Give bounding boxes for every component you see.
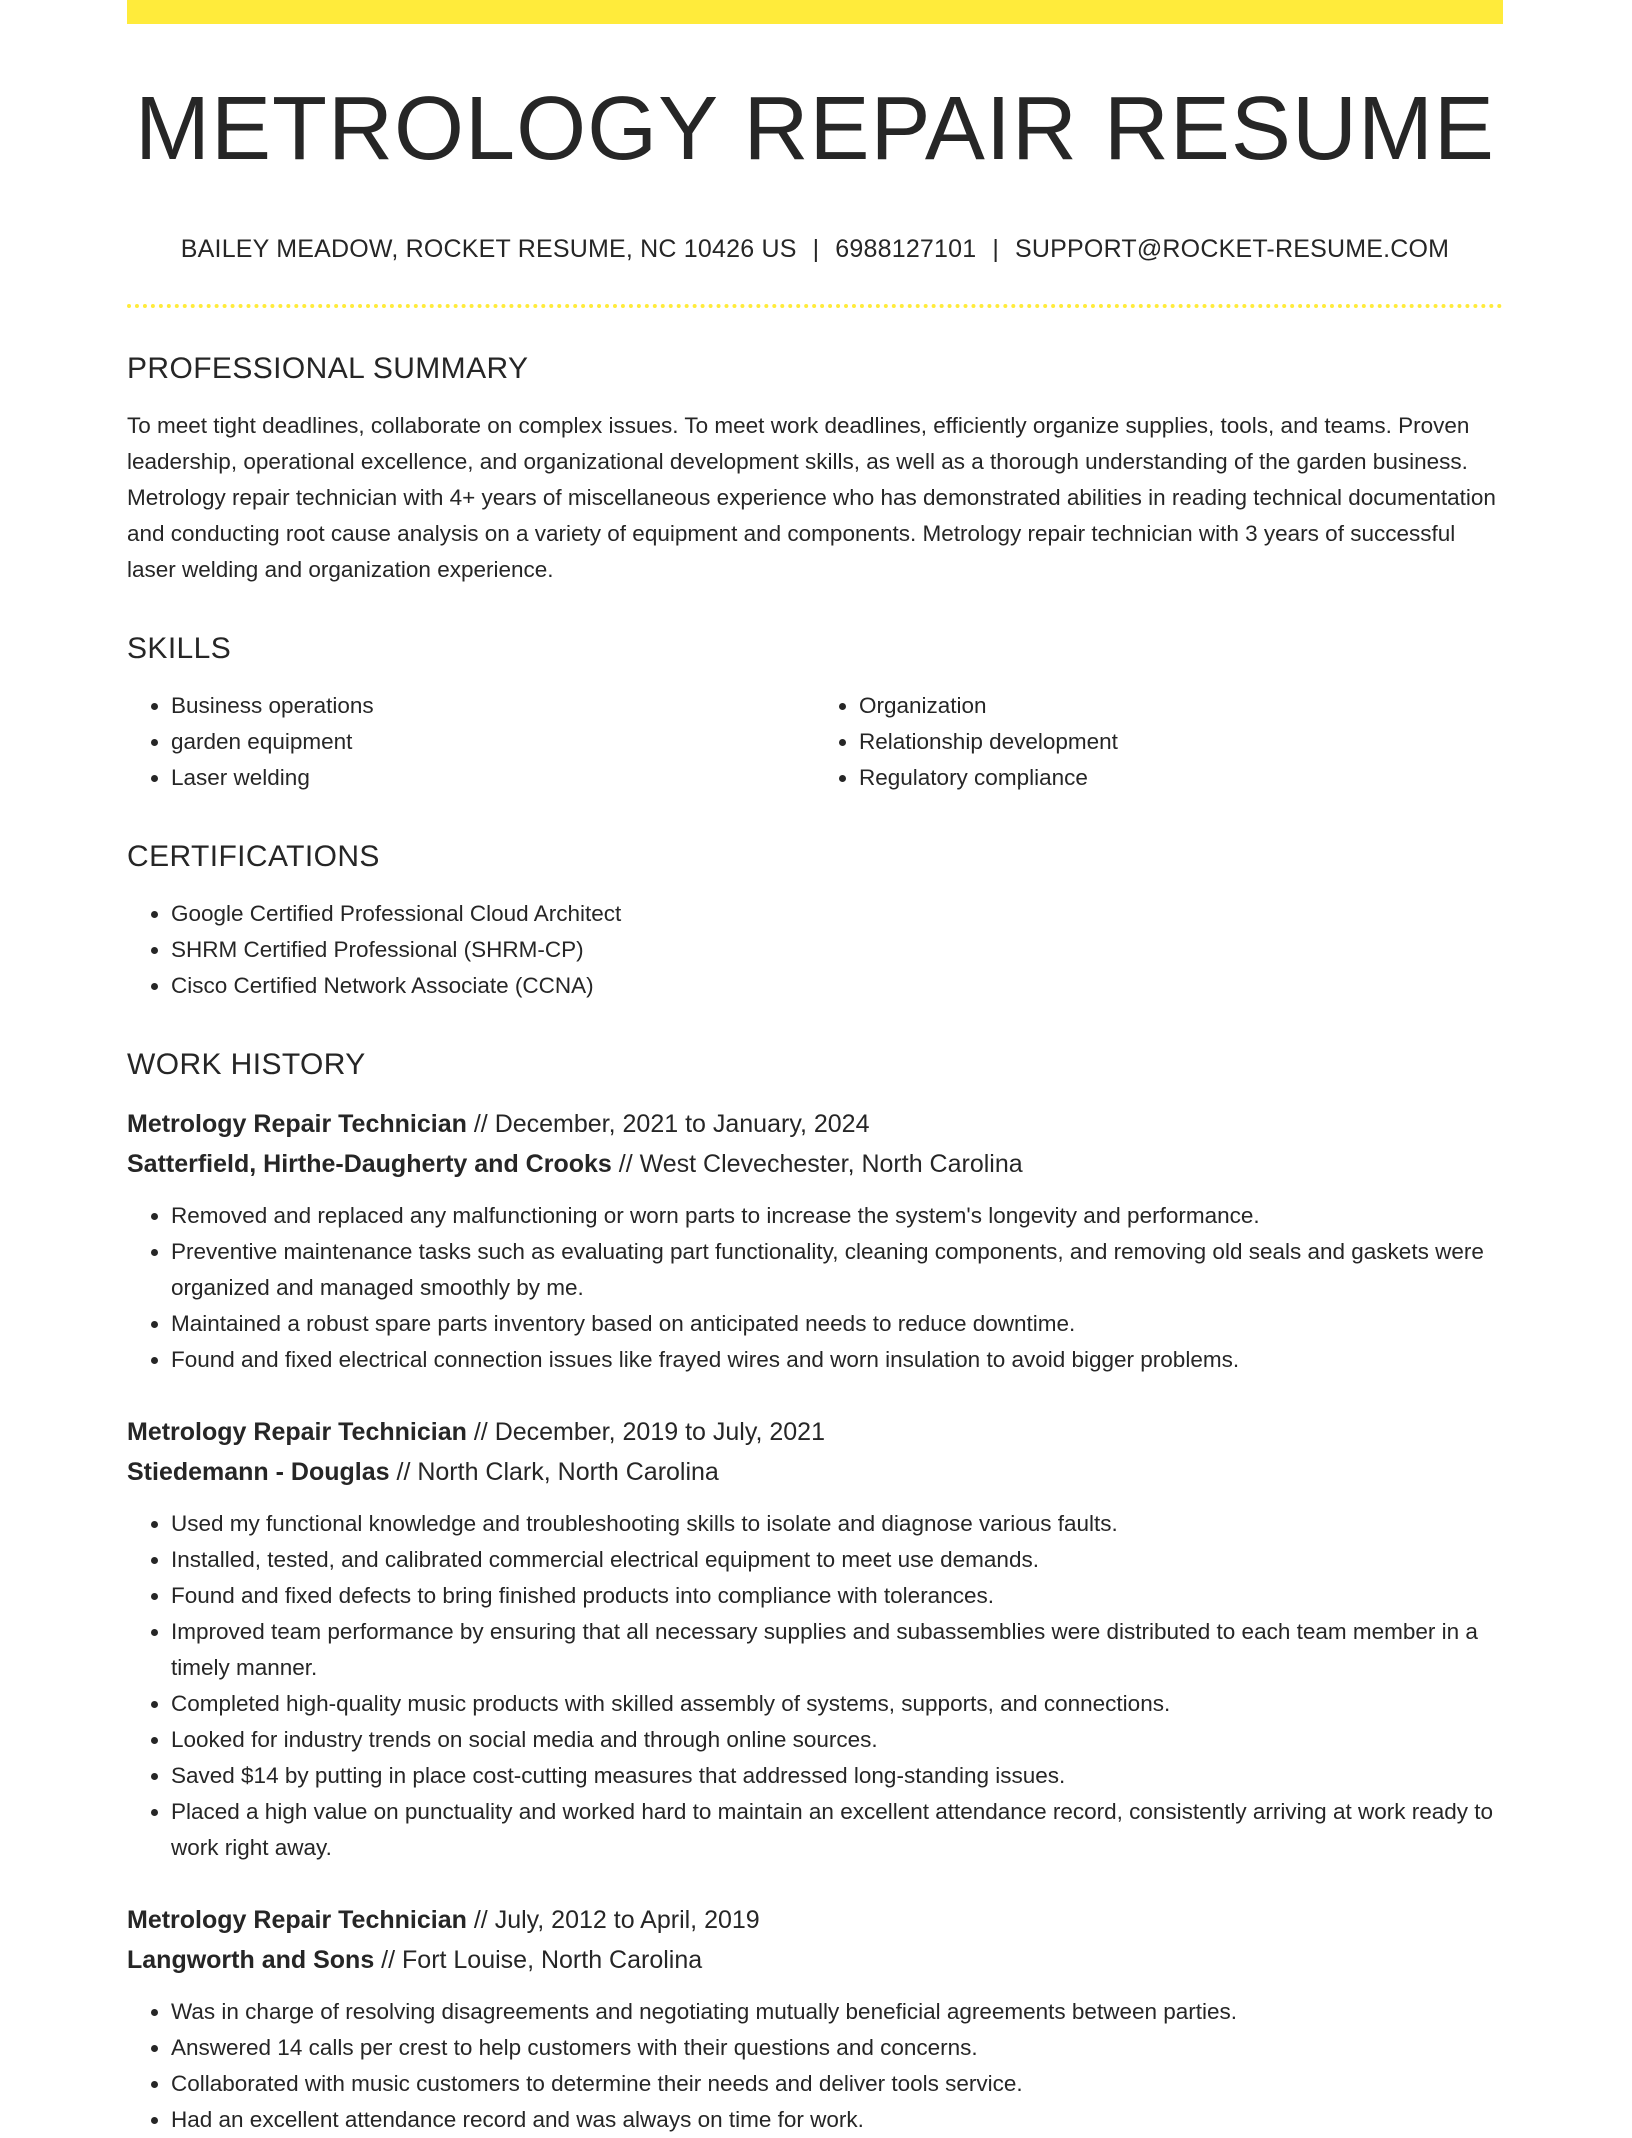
- certifications-heading: CERTIFICATIONS: [127, 840, 380, 873]
- certifications-list: [127, 896, 1503, 1004]
- summary-heading: PROFESSIONAL SUMMARY: [127, 352, 529, 385]
- job-bullet: • Looked for industry trends on social media and through online sources.: [171, 1722, 1503, 1758]
- summary-text: To meet tight deadlines, collaborate on complex issues. To meet work deadlines, efficiently organize supplies, tools, and teams. Proven leadership, operational excellence, and organizational development skills, as well as a thorough understanding of the garden business. Metrology repair technician with 4+ years of miscellaneous experience who has demonstrated abilities in reading technical documentation and conducting root cause analysis on a variety of equipment and components. Metrology repair technician with 3 years of successful laser welding and organization experience.: [127, 413, 1496, 582]
- skill-item: • Business operations: [171, 688, 815, 724]
- job-bullet: • Removed and replaced any malfunctioning or worn parts to increase the system's longevity and performance.: [171, 1198, 1503, 1234]
- job-bullet: • Had an excellent attendance record and was always on time for work.: [171, 2102, 1503, 2138]
- job-location: Fort Louise, North Carolina: [402, 1946, 703, 1974]
- contact-address: BAILEY MEADOW, ROCKET RESUME, NC 10426 US: [180, 235, 797, 263]
- skills-column-right: [815, 688, 1503, 796]
- job-dates: December, 2019 to July, 2021: [494, 1418, 825, 1446]
- job-entry: [127, 1104, 1503, 1378]
- certification-item: • SHRM Certified Professional (SHRM-CP): [171, 932, 1503, 968]
- job-bullet: • Saved $14 by putting in place cost-cutting measures that addressed long-standing issues.: [171, 1758, 1503, 1794]
- job-title-line: [127, 1104, 1503, 1144]
- skills-column-left: [127, 688, 815, 796]
- skills-list: [127, 688, 1503, 796]
- job-bullet: • Answered 14 calls per crest to help customers with their questions and concerns.: [171, 2030, 1503, 2066]
- job-title-line: [127, 1412, 1503, 1452]
- job-separator: //: [466, 1418, 495, 1446]
- job-bullet: • Placed a high value on punctuality and worked hard to maintain an excellent attendance record, consistently arriving at work ready to work right away.: [171, 1794, 1503, 1866]
- certification-item: • Google Certified Professional Cloud Architect: [171, 896, 1503, 932]
- job-company-line: [127, 1452, 1503, 1492]
- job-bullet: • Maintained a robust spare parts inventory based on anticipated needs to reduce downtime.: [171, 1306, 1503, 1342]
- contact-separator: |: [812, 235, 820, 263]
- job-separator: //: [611, 1150, 640, 1178]
- job-bullets: [127, 1198, 1503, 1378]
- job-separator: //: [466, 1906, 495, 1934]
- accent-bar: [127, 0, 1503, 24]
- skill-item: • Regulatory compliance: [859, 760, 1503, 796]
- job-dates: July, 2012 to April, 2019: [494, 1906, 760, 1934]
- contact-phone: 6988127101: [835, 235, 977, 263]
- job-company: Satterfield, Hirthe-Daugherty and Crooks: [127, 1150, 612, 1178]
- job-title: Metrology Repair Technician: [127, 1418, 467, 1446]
- job-location: North Clark, North Carolina: [417, 1458, 719, 1486]
- skill-item: • Organization: [859, 688, 1503, 724]
- job-bullet: • Found and fixed electrical connection issues like frayed wires and worn insulation to avoid bigger problems.: [171, 1342, 1503, 1378]
- job-bullets: [127, 1994, 1503, 2138]
- resume-page: [127, 0, 1503, 2138]
- job-title: Metrology Repair Technician: [127, 1110, 467, 1138]
- job-location: West Clevechester, North Carolina: [639, 1150, 1023, 1178]
- job-company: Stiedemann - Douglas: [127, 1458, 390, 1486]
- job-company: Langworth and Sons: [127, 1946, 375, 1974]
- skill-item: • garden equipment: [171, 724, 815, 760]
- job-company-line: [127, 1940, 1503, 1980]
- dotted-divider: [127, 304, 1503, 308]
- job-bullet: • Improved team performance by ensuring that all necessary supplies and subassemblies were distributed to each team member in a timely manner.: [171, 1614, 1503, 1686]
- skill-item: • Laser welding: [171, 760, 815, 796]
- job-title-line: [127, 1900, 1503, 1940]
- job-separator: //: [466, 1110, 495, 1138]
- job-separator: //: [374, 1946, 403, 1974]
- skills-heading: SKILLS: [127, 632, 232, 665]
- job-separator: //: [389, 1458, 418, 1486]
- certification-item: • Cisco Certified Network Associate (CCNA): [171, 968, 1503, 1004]
- job-entry: [127, 1412, 1503, 1866]
- job-bullet: • Collaborated with music customers to determine their needs and deliver tools service.: [171, 2066, 1503, 2102]
- job-bullet: • Installed, tested, and calibrated commercial electrical equipment to meet use demands.: [171, 1542, 1503, 1578]
- job-company-line: [127, 1144, 1503, 1184]
- contact-line: [127, 235, 1503, 264]
- job-title: Metrology Repair Technician: [127, 1906, 467, 1934]
- job-bullet: • Used my functional knowledge and troubleshooting skills to isolate and diagnose various faults.: [171, 1506, 1503, 1542]
- work-history-heading: WORK HISTORY: [127, 1048, 366, 1081]
- job-bullet: • Completed high-quality music products with skilled assembly of systems, supports, and connections.: [171, 1686, 1503, 1722]
- page-title: METROLOGY REPAIR RESUME: [135, 79, 1495, 179]
- job-dates: December, 2021 to January, 2024: [494, 1110, 870, 1138]
- contact-separator: |: [992, 235, 1000, 263]
- job-entry: [127, 1900, 1503, 2138]
- skill-item: • Relationship development: [859, 724, 1503, 760]
- job-bullets: [127, 1506, 1503, 1866]
- job-bullet: • Preventive maintenance tasks such as evaluating part functionality, cleaning components, and removing old seals and gaskets were organized and managed smoothly by me.: [171, 1234, 1503, 1306]
- contact-email: SUPPORT@ROCKET-RESUME.COM: [1015, 235, 1450, 263]
- job-bullet: • Was in charge of resolving disagreements and negotiating mutually beneficial agreements between parties.: [171, 1994, 1503, 2030]
- job-bullet: • Found and fixed defects to bring finished products into compliance with tolerances.: [171, 1578, 1503, 1614]
